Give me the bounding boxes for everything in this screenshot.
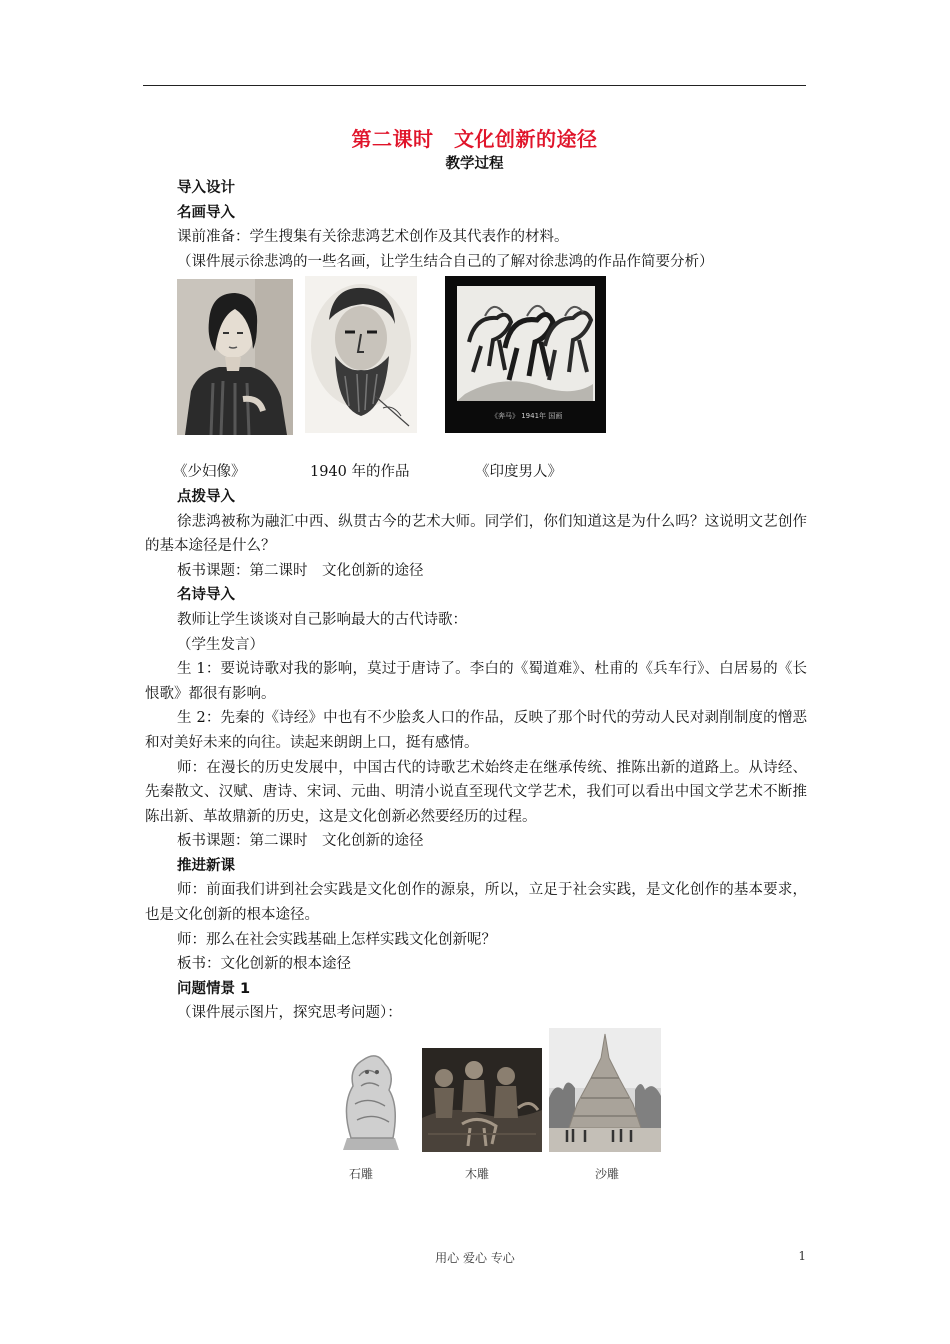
painting-row xyxy=(145,274,807,460)
painting-captions xyxy=(145,460,807,485)
painting-horses xyxy=(445,276,606,433)
caption-indian-man: 《印度男人》 xyxy=(475,464,562,481)
heading-guide-intro: 点拨导入 xyxy=(177,488,235,505)
heading-problem-scenario-1: 问题情景 1 xyxy=(177,980,251,997)
board-note-2: 板书课题：第二课时 文化创新的途径 xyxy=(177,833,424,850)
teacher-1-paragraph: 师：在漫长的历史发展中，中国古代的诗歌艺术始终走在继承传统、推陈出新的道路上。从诗经、先秦散文、汉赋、唐诗、宋词、元曲、明清小说直至现代文学艺术，我们可以看出中国文学艺术不断推陈出新、革故鼎新的历史，这是文化创新必然要经历的过程。 xyxy=(145,759,807,825)
heading-poem-intro: 名诗导入 xyxy=(177,587,235,604)
page-footer: 用心 爱心 专心 xyxy=(435,1251,515,1265)
lesson-subtitle: 教学过程 xyxy=(445,156,504,172)
student-1-paragraph: 生 1：要说诗歌对我的影响，莫过于唐诗了。李白的《蜀道难》、杜甫的《兵车行》、白居易的《长恨歌》都很有影响。 xyxy=(145,661,807,702)
caption-sand-carving: 沙雕 xyxy=(595,1167,620,1182)
teacher-3-paragraph: 师：那么在社会实践基础上怎样实践文化创新呢？ xyxy=(177,931,496,948)
caption-stone-carving: 石雕 xyxy=(349,1167,374,1182)
svg-text:《奔马》 1941年 国画: 《奔马》 1941年 国画 xyxy=(491,412,563,421)
heading-painting-intro: 名画导入 xyxy=(177,204,235,221)
student-2-paragraph: 生 2：先秦的《诗经》中也有不少脍炙人口的作品，反映了那个时代的劳动人民对剥削制度的憎恶和对美好未来的向往。读起来朗朗上口，挺有感情。 xyxy=(145,710,807,751)
courseware-note-2: （课件展示图片，探究思考问题）： xyxy=(177,1005,402,1022)
painting-woman-portrait xyxy=(177,279,293,435)
teacher-ask: 教师让学生谈谈对自己影响最大的古代诗歌： xyxy=(177,611,467,628)
caption-wood-carving: 木雕 xyxy=(465,1167,490,1182)
heading-intro-design: 导入设计 xyxy=(177,180,235,196)
document-body xyxy=(145,176,807,1186)
sculpture-stone-lion xyxy=(333,1046,409,1154)
prep-paragraph: 课前准备：学生搜集有关徐悲鸿艺术创作及其代表作的材料。 xyxy=(177,229,569,246)
teacher-2-paragraph: 师：前面我们讲到社会实践是文化创作的源泉，所以，立足于社会实践，是文化创作的基本要求，也是文化创新的根本途径。 xyxy=(145,882,807,924)
courseware-note-1: （课件展示徐悲鸿的一些名画，让学生结合自己的了解对徐悲鸿的作品作简要分析） xyxy=(177,253,714,270)
header-rule xyxy=(143,85,806,86)
page-number: 1 xyxy=(798,1249,806,1263)
lesson-title: 第二课时 文化创新的途径 xyxy=(351,127,598,151)
guide-paragraph: 徐悲鸿被称为融汇中西、纵贯古今的艺术大师。同学们，你们知道这是为什么吗？这说明文艺创作的基本途径是什么？ xyxy=(145,513,807,555)
sculpture-sand-pagoda xyxy=(549,1028,661,1152)
caption-1940-work: 1940 年的作品 xyxy=(310,464,410,481)
painting-1940-work xyxy=(305,276,417,433)
sculpture-wood-carving xyxy=(422,1048,542,1152)
heading-new-lesson: 推进新课 xyxy=(177,857,235,874)
board-note-1: 板书课题：第二课时 文化创新的途径 xyxy=(177,562,424,579)
sculpture-row xyxy=(145,1028,807,1186)
student-speak: （学生发言） xyxy=(177,636,264,653)
caption-woman-portrait: 《少妇像》 xyxy=(173,464,246,481)
board-note-3: 板书：文化创新的根本途径 xyxy=(177,956,351,973)
